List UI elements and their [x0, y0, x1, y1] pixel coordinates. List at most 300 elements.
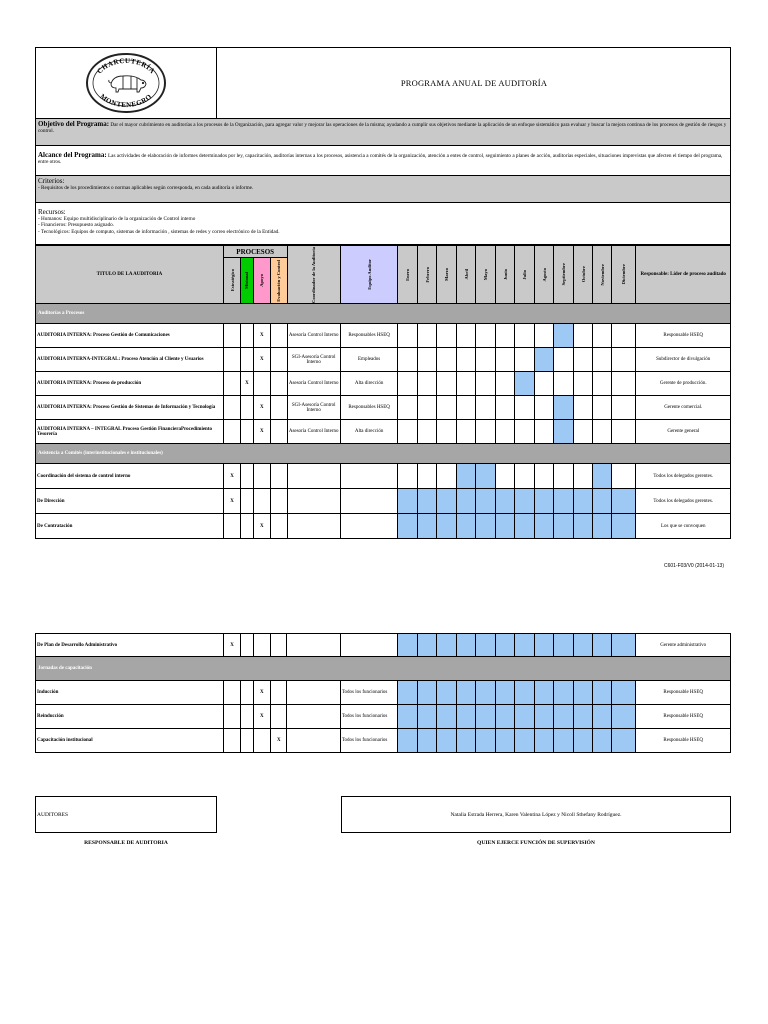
- coordinator-cell: Asesoría Control Interno: [287, 372, 340, 396]
- month-cell: [398, 681, 418, 705]
- month-cell: [554, 729, 574, 753]
- month-cell: [456, 372, 476, 396]
- month-header: [515, 246, 535, 304]
- audit-title: De Plan de Desarrollo Administrativo: [36, 634, 224, 657]
- audit-title: AUDITORIA INTERNA – INTEGRAL Proceso Gestión FinancieraProcedimiento Tesorería: [36, 420, 224, 444]
- month-cell: [476, 634, 496, 657]
- responsible-cell: Todos los delegados gerentes.: [636, 489, 731, 514]
- month-cell: [611, 681, 636, 705]
- month-cell: [611, 705, 636, 729]
- table-row: [36, 372, 731, 396]
- month-cell: [495, 489, 515, 514]
- audit-title: Capacitación institucional: [36, 729, 224, 753]
- process-mark: [241, 514, 253, 539]
- scope-text: Las actividades de elaboración de informes determinados por ley, capacitación, auditorías internas a los procesos, asistencia a comités de la organización, atención a entes de control, seguimiento a planes de acción, auditorías especiales, situaciones imprevistas que afecten el tiempo del programa, entre otros.: [38, 153, 723, 166]
- coordinator-cell: [287, 681, 340, 705]
- month-cell: [417, 464, 437, 489]
- resources-line: - Financieros: Presupuesto asignado.: [38, 222, 115, 229]
- audit-title: De Contratación: [36, 514, 224, 539]
- month-cell: [495, 705, 515, 729]
- month-label: Enero: [405, 268, 411, 281]
- month-cell: [573, 729, 593, 753]
- coordinator-header: [287, 246, 340, 304]
- month-cell: [417, 348, 437, 372]
- process-type-header: [253, 258, 270, 304]
- month-label: Febrero: [424, 266, 430, 283]
- process-mark: X: [271, 729, 287, 753]
- objective-text: Dar el mayor cubrimiento en auditorías a los procesos de la Organización, para agregar valor y mejorar las operaciones de la misma; ayudando a cumplir sus objetivos mediante la aplicación de un enfoque sistemático para evaluar y buscar la mejora continua de los procesos de gestión de riesgos y control.: [38, 122, 727, 135]
- table-row: [36, 681, 731, 705]
- process-type-header: [271, 258, 287, 304]
- month-cell: [534, 464, 554, 489]
- team-cell: [340, 489, 397, 514]
- process-mark: [271, 464, 287, 489]
- process-mark: [223, 324, 240, 348]
- processes-header: PROCESOS: [223, 246, 287, 258]
- month-cell: [515, 348, 535, 372]
- process-mark: [223, 396, 240, 420]
- month-header: [456, 246, 476, 304]
- month-cell: [495, 324, 515, 348]
- team-cell: Todos los funcionarios: [340, 681, 397, 705]
- team-cell: Empleados: [340, 348, 397, 372]
- team-cell: Responsables HSEQ: [340, 396, 397, 420]
- process-type-header: [223, 258, 240, 304]
- coordinator-label: Coordinador de la Auditoría: [311, 246, 317, 303]
- month-label: Diciembre: [621, 264, 627, 285]
- month-cell: [573, 348, 593, 372]
- table-row: [36, 348, 731, 372]
- month-cell: [476, 514, 496, 539]
- month-cell: [476, 420, 496, 444]
- month-header: [398, 246, 418, 304]
- criteria-text: - Requisitos de los procedimientos o normas aplicables según corresponda, en cada auditoría o informe.: [38, 185, 254, 192]
- month-cell: [476, 681, 496, 705]
- page-title: PROGRAMA ANUAL DE AUDITORÍA: [400, 78, 548, 88]
- audit-title: AUDITORIA INTERNA-INTEGRAL: Proceso Atención al Cliente y Usuarios: [36, 348, 224, 372]
- process-mark: [241, 420, 253, 444]
- process-mark: [253, 729, 270, 753]
- section-row: [36, 304, 731, 324]
- month-label: Noviembre: [599, 263, 605, 286]
- month-cell: [573, 634, 593, 657]
- table-row: [36, 705, 731, 729]
- scope-label: Alcance del Programa:: [38, 151, 107, 159]
- team-label: Equipo Auditor: [366, 259, 372, 290]
- month-cell: [593, 420, 611, 444]
- team-cell: Todos los funcionarios: [340, 705, 397, 729]
- month-cell: [437, 681, 457, 705]
- month-cell: [476, 489, 496, 514]
- coordinator-cell: SGI-Asesoría Control Interno: [287, 396, 340, 420]
- scope-band: [35, 146, 731, 176]
- responsible-header: Responsable: Líder de proceso auditado: [636, 246, 731, 304]
- responsible-cell: Gerente general: [636, 420, 731, 444]
- coordinator-cell: [287, 705, 340, 729]
- month-cell: [398, 464, 418, 489]
- month-cell: [515, 372, 535, 396]
- process-mark: [241, 396, 253, 420]
- responsible-cell: Responsable HSEQ: [636, 729, 731, 753]
- month-cell: [437, 420, 457, 444]
- process-mark: [253, 372, 270, 396]
- month-cell: [456, 514, 476, 539]
- process-mark: X: [253, 514, 270, 539]
- process-mark: X: [253, 348, 270, 372]
- month-cell: [495, 464, 515, 489]
- table-row: [36, 514, 731, 539]
- month-cell: [476, 396, 496, 420]
- month-header: [534, 246, 554, 304]
- process-mark: X: [253, 324, 270, 348]
- month-cell: [417, 634, 437, 657]
- month-cell: [534, 420, 554, 444]
- coordinator-cell: Asesoría Control Interno: [287, 324, 340, 348]
- process-mark: X: [223, 489, 240, 514]
- month-cell: [398, 348, 418, 372]
- month-cell: [437, 489, 457, 514]
- month-cell: [456, 396, 476, 420]
- month-cell: [554, 348, 574, 372]
- responsible-cell: Los que se convoquen: [636, 514, 731, 539]
- process-mark: [241, 681, 253, 705]
- process-type-label: Apoyo: [259, 274, 265, 287]
- month-cell: [495, 681, 515, 705]
- process-mark: X: [223, 464, 240, 489]
- month-cell: [611, 634, 636, 657]
- month-cell: [593, 348, 611, 372]
- month-cell: [554, 372, 574, 396]
- month-cell: [495, 348, 515, 372]
- month-cell: [534, 348, 554, 372]
- month-cell: [398, 420, 418, 444]
- month-cell: [515, 464, 535, 489]
- month-cell: [476, 705, 496, 729]
- month-cell: [417, 729, 437, 753]
- process-mark: [271, 634, 287, 657]
- month-label: Abril: [463, 269, 469, 280]
- month-header: [573, 246, 593, 304]
- month-header: [476, 246, 496, 304]
- objective-band: [35, 119, 731, 146]
- table-row: [36, 420, 731, 444]
- month-cell: [437, 348, 457, 372]
- training-table: [35, 633, 731, 753]
- month-label: Junio: [502, 269, 508, 280]
- month-cell: [611, 420, 636, 444]
- coordinator-cell: Asesoría Control Interno: [287, 420, 340, 444]
- month-cell: [611, 489, 636, 514]
- month-cell: [593, 464, 611, 489]
- process-mark: X: [253, 705, 270, 729]
- month-cell: [437, 464, 457, 489]
- month-cell: [573, 420, 593, 444]
- supervisors-box: [341, 796, 731, 833]
- month-cell: [534, 681, 554, 705]
- month-cell: [398, 396, 418, 420]
- month-cell: [593, 372, 611, 396]
- month-cell: [476, 324, 496, 348]
- month-header: [611, 246, 636, 304]
- coordinator-cell: [287, 464, 340, 489]
- month-cell: [515, 634, 535, 657]
- month-cell: [534, 324, 554, 348]
- month-cell: [593, 729, 611, 753]
- process-type-header: [241, 258, 253, 304]
- charcuteria-logo-icon: [85, 52, 167, 114]
- month-cell: [515, 420, 535, 444]
- month-cell: [515, 324, 535, 348]
- table-row: [36, 634, 731, 657]
- responsible-cell: Gerente administrativo: [636, 634, 731, 657]
- table-row: [36, 324, 731, 348]
- team-cell: Responsables HSEQ: [340, 324, 397, 348]
- month-cell: [593, 681, 611, 705]
- month-cell: [456, 634, 476, 657]
- month-cell: [554, 464, 574, 489]
- objective-label: Objetivo del Programa:: [38, 120, 110, 128]
- table-row: [36, 464, 731, 489]
- process-mark: [271, 681, 287, 705]
- month-cell: [495, 372, 515, 396]
- process-mark: X: [241, 372, 253, 396]
- month-cell: [417, 396, 437, 420]
- month-cell: [476, 729, 496, 753]
- process-mark: [271, 324, 287, 348]
- table-row: [36, 489, 731, 514]
- month-cell: [611, 372, 636, 396]
- team-header: [340, 246, 397, 304]
- month-cell: [534, 372, 554, 396]
- month-cell: [437, 396, 457, 420]
- month-cell: [593, 396, 611, 420]
- resources-line: - Humanos: Equipo multidisciplinario de la organización de Control interno: [38, 216, 196, 223]
- team-cell: [340, 634, 397, 657]
- month-cell: [515, 729, 535, 753]
- process-mark: X: [223, 634, 240, 657]
- process-mark: [253, 634, 270, 657]
- process-type-label: Evaluación y Control: [276, 259, 282, 302]
- title-header: TITULO DE LA AUDITORIA: [36, 246, 224, 304]
- team-cell: [340, 514, 397, 539]
- section-title: Auditorías a Procesos: [36, 304, 731, 324]
- audit-title: Inducción: [36, 681, 224, 705]
- month-cell: [456, 464, 476, 489]
- resources-band: [35, 203, 731, 245]
- coordinator-cell: [287, 729, 340, 753]
- month-cell: [456, 729, 476, 753]
- process-mark: [223, 514, 240, 539]
- month-cell: [515, 514, 535, 539]
- month-cell: [417, 420, 437, 444]
- coordinator-cell: [287, 489, 340, 514]
- audit-title: Coordinación del sistema de control interno: [36, 464, 224, 489]
- month-cell: [495, 634, 515, 657]
- month-cell: [437, 634, 457, 657]
- table-row: [36, 729, 731, 753]
- month-cell: [437, 729, 457, 753]
- month-cell: [417, 324, 437, 348]
- audit-title: De Dirección: [36, 489, 224, 514]
- form-code: C601-F03/V0 (2014-01-13): [663, 563, 724, 569]
- resources-line: - Tecnológicos: Equipos de computo, sistemas de información , sistemas de redes y correo electrónico de la Entidad.: [38, 228, 280, 235]
- month-cell: [611, 396, 636, 420]
- month-cell: [398, 372, 418, 396]
- process-mark: [241, 348, 253, 372]
- audit-title: AUDITORIA INTERNA: Proceso de producción: [36, 372, 224, 396]
- month-cell: [495, 729, 515, 753]
- month-cell: [398, 705, 418, 729]
- month-label: Marzo: [444, 267, 450, 281]
- audit-title: AUDITORIA INTERNA: Proceso Gestión de Comunicaciones: [36, 324, 224, 348]
- month-cell: [554, 514, 574, 539]
- month-cell: [573, 681, 593, 705]
- coordinator-cell: [287, 514, 340, 539]
- month-cell: [573, 396, 593, 420]
- month-cell: [554, 681, 574, 705]
- month-cell: [573, 372, 593, 396]
- month-header: [554, 246, 574, 304]
- month-cell: [437, 705, 457, 729]
- section-row: [36, 444, 731, 464]
- month-cell: [456, 705, 476, 729]
- process-mark: [253, 464, 270, 489]
- process-mark: X: [253, 681, 270, 705]
- month-cell: [593, 324, 611, 348]
- month-cell: [495, 420, 515, 444]
- month-label: Agosto: [541, 267, 547, 282]
- month-cell: [437, 514, 457, 539]
- month-label: Julio: [522, 269, 528, 280]
- month-cell: [495, 396, 515, 420]
- process-mark: [223, 705, 240, 729]
- coordinator-cell: SGI-Asesoría Control Interno: [287, 348, 340, 372]
- month-cell: [476, 464, 496, 489]
- section-row: [36, 657, 731, 681]
- criteria-band: [35, 176, 731, 203]
- team-cell: [340, 464, 397, 489]
- auditors-box: [35, 796, 217, 833]
- team-cell: Alta dirección: [340, 420, 397, 444]
- responsible-cell: Todos los delegados gerentes.: [636, 464, 731, 489]
- process-mark: [271, 705, 287, 729]
- month-header: [495, 246, 515, 304]
- logo-area: [36, 48, 217, 118]
- month-cell: [398, 489, 418, 514]
- process-mark: [241, 729, 253, 753]
- process-mark: [223, 420, 240, 444]
- month-cell: [554, 396, 574, 420]
- month-cell: [417, 489, 437, 514]
- responsible-cell: Responsable HSEQ: [636, 705, 731, 729]
- supervisors-names: Natalia Estrada Herrera, Karen Valentina López y Nicoll Sthefany Rodríguez.: [450, 812, 622, 818]
- process-type-label: Misional: [244, 271, 250, 290]
- month-cell: [456, 324, 476, 348]
- process-mark: [223, 729, 240, 753]
- month-cell: [534, 729, 554, 753]
- month-cell: [593, 634, 611, 657]
- month-cell: [573, 324, 593, 348]
- month-cell: [593, 705, 611, 729]
- section-title: Asistencia a Comités (interinstitucionales e institucionales): [36, 444, 731, 464]
- audit-title: AUDITORIA INTERNA: Proceso Gestión de Sistemas de Información y Tecnología: [36, 396, 224, 420]
- month-cell: [554, 420, 574, 444]
- month-cell: [554, 705, 574, 729]
- month-cell: [534, 514, 554, 539]
- month-header: [437, 246, 457, 304]
- month-cell: [534, 489, 554, 514]
- month-cell: [534, 396, 554, 420]
- month-cell: [456, 489, 476, 514]
- month-cell: [456, 348, 476, 372]
- process-mark: [271, 514, 287, 539]
- svg-text:MONTENEGRO: MONTENEGRO: [98, 92, 154, 110]
- process-mark: [253, 489, 270, 514]
- month-cell: [611, 464, 636, 489]
- month-cell: [593, 514, 611, 539]
- audit-table: [35, 245, 731, 539]
- responsible-cell: Responsable HSEQ: [636, 324, 731, 348]
- process-mark: [241, 634, 253, 657]
- responsible-cell: Responsable HSEQ: [636, 681, 731, 705]
- process-mark: [271, 420, 287, 444]
- criteria-label: Criterios:: [38, 177, 65, 185]
- responsible-cell: Gerente de producción.: [636, 372, 731, 396]
- month-header: [593, 246, 611, 304]
- month-cell: [534, 705, 554, 729]
- audit-title: Reinducción: [36, 705, 224, 729]
- month-cell: [593, 489, 611, 514]
- month-cell: [534, 634, 554, 657]
- process-mark: [223, 348, 240, 372]
- month-cell: [398, 634, 418, 657]
- month-cell: [398, 729, 418, 753]
- process-mark: [241, 705, 253, 729]
- month-cell: [398, 324, 418, 348]
- month-cell: [515, 396, 535, 420]
- coordinator-cell: [287, 634, 340, 657]
- process-mark: [271, 348, 287, 372]
- month-cell: [573, 705, 593, 729]
- section-title: Jornadas de capacitación: [36, 657, 731, 681]
- month-cell: [554, 634, 574, 657]
- process-type-label: Estratégico: [229, 269, 235, 292]
- month-cell: [398, 514, 418, 539]
- process-mark: [223, 372, 240, 396]
- month-cell: [573, 489, 593, 514]
- month-cell: [456, 681, 476, 705]
- month-cell: [417, 681, 437, 705]
- month-cell: [611, 514, 636, 539]
- month-cell: [611, 729, 636, 753]
- month-cell: [437, 324, 457, 348]
- process-mark: [271, 372, 287, 396]
- month-cell: [611, 348, 636, 372]
- month-cell: [515, 489, 535, 514]
- svg-text:CHARCUTERÍA: CHARCUTERÍA: [95, 56, 157, 76]
- team-cell: Alta dirección: [340, 372, 397, 396]
- month-cell: [417, 705, 437, 729]
- month-cell: [456, 420, 476, 444]
- responsible-cell: Gerente comercial.: [636, 396, 731, 420]
- month-label: Septiembre: [561, 263, 567, 286]
- month-cell: [611, 324, 636, 348]
- process-mark: [271, 396, 287, 420]
- month-cell: [437, 372, 457, 396]
- month-label: Octubre: [580, 266, 586, 283]
- month-header: [417, 246, 437, 304]
- month-cell: [573, 464, 593, 489]
